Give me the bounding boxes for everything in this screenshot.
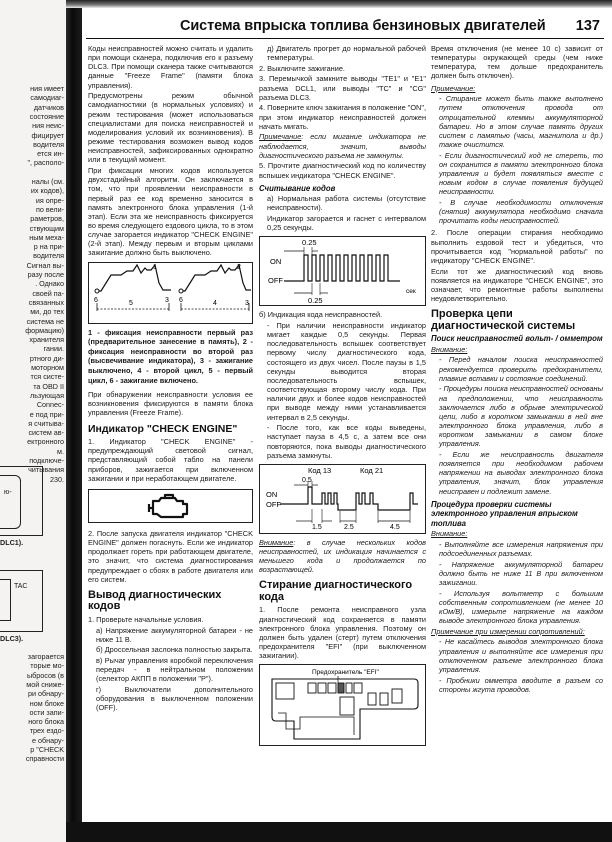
paragraph: Предусмотрены режим обычной самодиагностики (в нормальных условиях) и режим тестирования (может использоваться специалистами для поиска неисправностей и моделирования условий их возникновения). В режиме тестирования возможен вывод кодов неисправностей, зафиксированных однократно или в текущий момент. <box>88 91 253 165</box>
note-item: - Стирание может быть также выполнено путем отключения провода от отрицательной клеммы аккумуляторной батареи. Но в этом случае память других систем с памятью (часы, магнитола и др.) также очистится. <box>439 94 603 150</box>
previous-page-line: ектронного <box>27 437 64 447</box>
list-item: в) Рычаг управления коробкой переключения передач - в нейтральном положении (селектор АКПП в положении "P"). <box>96 655 253 684</box>
cycle-label-5: 5 <box>129 299 133 307</box>
cycle-label-6a: 6 <box>94 296 98 304</box>
paragraph: 2. После операции стирания необходимо выполнить ездовой тест и убедиться, что прочитывается код "нормальной работы" по индикатору "CHECK ENGINE". <box>431 228 603 265</box>
previous-page-line: загорается <box>27 652 64 661</box>
fuse-box-figure <box>259 664 426 746</box>
paragraph: Коды неисправностей можно считать и удалить при помощи сканера, подключив его к разъему DLC3. При помощи сканера также считываются данные "Freeze Frame" (памяти блока управления). <box>88 44 253 90</box>
previous-page-line: ном блоке <box>29 698 64 708</box>
column-3 <box>431 44 603 695</box>
previous-page-line: разу после <box>27 270 64 279</box>
subheading-reading-codes: Считывание кодов <box>259 183 336 193</box>
previous-page-line: связанных <box>28 297 64 307</box>
list-item: б) Индикация кода неисправностей. <box>259 310 383 320</box>
previous-page-line: моторном <box>31 363 64 372</box>
dlc1-label: ю- <box>4 489 12 496</box>
pulse-bottom-label: 0.25 <box>308 296 323 306</box>
previous-page-line: ыбросов (в <box>27 670 64 680</box>
previous-page-line: Сигнал вы- <box>26 260 64 270</box>
paragraph: 1. После ремонта неисправного узла диагностический код сохраняется в памяти электронного блока управления. Поэтому он должен быть удален (стерт) путем отключения предохранителя "EFI" (при выключенном зажигании). <box>259 605 426 661</box>
subheading-injection-procedure: Процедура проверки системы электронного управления впрыском топлива <box>431 499 578 528</box>
previous-page-line: справности <box>25 754 64 764</box>
note-text: : если мигание индикатора не наблюдается, значит, выводы диагностического разъема не замкнуты. <box>259 132 426 160</box>
book-spine <box>66 0 82 842</box>
attention-item: - Процедуры поиска неисправностей основаны на предположении, что неисправность заключается либо в обрыве электрической цепи, либо в коротком замыкании в ней вне электронного блока управления, либо в коротком замыкании в самом блоке управления. <box>439 384 603 449</box>
previous-page-fragment <box>0 0 66 842</box>
previous-page-line: . Однако <box>35 279 64 289</box>
note-label: Примечание: <box>431 83 476 93</box>
previous-page-line: ", располо- <box>27 158 64 168</box>
previous-page-line: их кодов), <box>30 186 64 196</box>
previous-page-line: тся систе- <box>30 372 64 382</box>
list-item: 3. Перемычкой замкните выводы "TE1" и "E1" разъема DCL1, или выводы "TC" и "CG" разъема DLC3. <box>259 74 426 102</box>
previous-page-line: ния неис- <box>32 121 64 131</box>
normal-blink-trace <box>284 255 400 281</box>
cycle-label-3a: 3 <box>165 296 169 304</box>
list-item: г) Выключатели дополнительного оборудования в выключенном положении (OFF). <box>96 684 253 713</box>
interval-45-label: 4.5 <box>390 523 400 531</box>
scan-bottom-shadow <box>66 822 612 842</box>
note-item: - Если диагностический код не стереть, то он сохранится в памяти электронного блока управления и будет появляться вместе с новым кодом в случае появления будущей неисправности. <box>439 150 603 197</box>
subheading-volt-ohmmeter: Поиск неисправностей вольт- / омметром <box>431 334 603 344</box>
note-label: Примечание при измерении сопротивлений: <box>431 626 585 636</box>
cycle-label-2: 2 <box>237 263 241 271</box>
list-item: б) Дроссельная заслонка полностью закрыта. <box>96 645 253 655</box>
paragraph: 1. Индикатор "CHECK ENGINE" - предупреждающий световой сигнал, представляющий собой табло на панели приборов, зажигается при включенном зажигании и при неработающем двигателе. <box>88 437 253 483</box>
previous-page-line: система не <box>26 316 64 326</box>
attention-item: - Напряжение аккумуляторной батареи должно быть не ниже 11 В при включенном зажигании. <box>439 559 603 587</box>
fault-code-waveform <box>260 465 425 533</box>
interval-15-label: 1.5 <box>312 523 322 531</box>
previous-page-line: я считыва- <box>28 418 64 428</box>
attention-label: Внимание <box>259 537 294 547</box>
note-item: - В случае необходимости отключения (снятия) аккумулятора необходимо сначала прочитать коды неисправностей. <box>439 198 603 226</box>
page-number: 137 <box>575 18 600 34</box>
note-item: - Пробники омметра вводите в разъем со стороны жгута проводов. <box>439 675 603 694</box>
interval-25-label: 2.5 <box>344 523 354 531</box>
attention-label: Внимание: <box>431 344 468 354</box>
section-heading-output-codes: Вывод диагностических кодов <box>88 588 222 613</box>
attention-text: : в случае нескольких кодов неисправностей, их индикация начинается с меньшего кода и продолжается по возрастающей. <box>259 537 426 575</box>
note-label: Примечание <box>259 132 302 142</box>
code-13-label: Код 13 <box>308 465 332 475</box>
scan-top-shadow <box>66 0 612 8</box>
previous-page-line: датчиков <box>33 102 64 112</box>
attention-item: - Если же неисправность двигателя появляется при необходимом рабочем напряжении на выводах электронного блока управления, значит, блок управления неисправен и подлежит замене. <box>439 449 603 496</box>
previous-page-line: льзующая <box>30 390 64 400</box>
previous-page-line: торые мо- <box>30 661 64 671</box>
previous-page-line: своей па- <box>32 288 64 298</box>
page-title: Система впрыска топлива бензиновых двигателей <box>180 18 546 34</box>
off-label: OFF <box>266 499 281 509</box>
dlc1-caption: DLC1). <box>0 538 24 547</box>
previous-page-line: ствующим <box>29 223 64 233</box>
attention-item: - Выполняйте все измерения напряжения при подсоединенных разъемах. <box>439 539 603 559</box>
fault-code-trace <box>280 487 418 510</box>
paragraph: При фиксации многих кодов используется двухстадийный алгоритм. Он заключается в том, что при проявлении неисправности в первый раз ее код временно заносится в память электронного блока управления (1-й этап). Если эта же неисправность фиксируется во время следующего ездового цикла, то в этом случае загорается индикатор "CHECK ENGINE" (2-й этап). Между первым и вторым циклами зажигание должно быть выключено. <box>88 166 253 258</box>
normal-blink-figure <box>259 236 426 306</box>
cycle-diagram <box>89 263 252 323</box>
code-21-label: Код 21 <box>360 465 384 475</box>
seconds-label: сек <box>406 288 416 296</box>
attention-note <box>259 538 426 575</box>
previous-page-line: Connec- <box>36 400 64 410</box>
previous-page-line: гании. <box>43 344 64 354</box>
column-2 <box>259 44 426 750</box>
previous-page-line: е под при- <box>29 409 64 419</box>
previous-page-line: ртного ди- <box>29 353 64 363</box>
list-item: д) Двигатель прогрет до нормальной рабочей температуры. <box>267 44 426 63</box>
previous-page-line: раметров, <box>30 214 64 224</box>
page-header <box>86 16 604 39</box>
pulse-top-label: 0.25 <box>302 238 317 248</box>
previous-page-line: ния имеет <box>30 84 64 93</box>
previous-page-line: ется ин- <box>37 149 64 159</box>
check-engine-icon-figure <box>88 489 253 523</box>
previous-page-line: мой сниже- <box>26 679 64 689</box>
previous-page-line: е обнару- <box>32 735 64 745</box>
previous-page-line: состояние <box>29 111 64 121</box>
previous-page-line: читывания <box>28 465 64 475</box>
off-label: OFF <box>268 276 283 286</box>
two-stage-cycle-figure <box>88 262 253 324</box>
previous-page-line: подключе- <box>29 456 64 465</box>
previous-page-line: ости запи- <box>29 707 64 717</box>
paragraph: Если тот же диагностический код вновь появляется на индикаторе "CHECK ENGINE", это означает, что ремонтные работы выполнены неудовлетворительно. <box>431 266 603 304</box>
cycle-label-3b: 3 <box>245 299 249 307</box>
attention-label: Внимание: <box>431 529 468 539</box>
previous-page-line: ми, до тех <box>30 307 64 317</box>
figure-caption: 1 - фиксация неисправности первый раз (предварительное занесение в память), 2 - фиксация неисправности во второй раз (высвечивание индикатора), 3 - зажигание выключено, 4 - второй цикл, 5 - первый цикл, 6 - зажигание включено. <box>88 327 253 385</box>
efi-fuse-label: Предохранитель "EFI" <box>312 669 379 677</box>
note-item: - Не касайтесь выводов электронного блока управления и выполняйте все измерения при отключенном разъеме электронного блока управления. <box>439 637 603 674</box>
previous-page-line: ия опре- <box>35 195 64 205</box>
previous-page-line: самодиаг- <box>30 93 64 103</box>
previous-page-line: 230. <box>50 474 64 484</box>
section-heading-check-engine: Индикатор "CHECK ENGINE" <box>88 422 238 435</box>
previous-page-line: водителя <box>33 251 64 261</box>
previous-page-line: ного блока <box>28 717 64 727</box>
attention-item: - Перед началом поиска неисправностей рекомендуется проверить предохранители, плавкие вставки и состояние соединений. <box>439 355 603 383</box>
interval-05-label: 0.5 <box>302 476 312 484</box>
previous-page-line: та OBD II <box>33 381 64 391</box>
dlc3-caption: DLC3). <box>0 634 24 643</box>
fault-code-blink-figure <box>259 464 426 534</box>
section-heading-check-circuit: Проверка цепи диагностической системы <box>431 308 576 332</box>
dlc1-figure-fragment <box>0 466 43 536</box>
cycle-label-6b: 6 <box>179 296 183 304</box>
list-item: 2. Выключите зажигание. <box>259 63 345 73</box>
previous-page-line: ри обнару- <box>28 689 64 699</box>
previous-page-line: трех ездо- <box>29 726 64 736</box>
previous-page-line: м. <box>57 446 64 456</box>
previous-page-line: по вели- <box>36 204 64 214</box>
cycle-label-1: 1 <box>153 263 157 271</box>
list-item: 1. Проверьте начальные условия. <box>88 614 204 624</box>
previous-page-line: р "CHECK <box>30 745 64 754</box>
on-label: ON <box>266 489 278 499</box>
note <box>259 132 426 159</box>
paragraph: Время отключения (не менее 10 с) зависит от температуры окружающей среды (чем ниже температура, тем дольше предохранитель должен быть отключен). <box>431 44 603 81</box>
paragraph: - При наличии неисправности индикатор мигает каждые 0,5 секунды. Первая последовательность вспышек соответствует первому числу диагностического кода, состоящего из двух чисел. После паузы в 1,5 секунды выводится вторая последовательность вспышек, соответствующая второму числу кода. При наличии двух и более кодов неисправностей при выводе между ними устанавливается интервал в 2,5 секунды. <box>267 320 426 422</box>
on-label: ON <box>270 257 282 267</box>
paragraph: При обнаружении неисправности условия ее возникновения фиксируются в памяти блока управления (Freeze Frame). <box>88 390 253 418</box>
previous-page-line: систем ав- <box>28 428 64 438</box>
previous-page-line: хранителя <box>29 335 64 345</box>
list-item: 4. Поверните ключ зажигания в положение "ON", при этом индикатор неисправностей должен начать мигать. <box>259 103 426 131</box>
list-item: 5. Прочтите диагностический код по количеству вспышек индикатора "CHECK ENGINE". <box>259 161 426 180</box>
previous-page-line: р на при- <box>33 242 64 252</box>
paragraph: Индикатор загорается и гаснет с интервалом 0,25 секунды. <box>267 214 426 233</box>
engine-icon <box>89 490 252 522</box>
normal-blink-waveform <box>260 237 425 305</box>
list-item: а) Нормальная работа системы (отсутствие неисправности). <box>267 194 426 213</box>
fuse-box-diagram <box>260 665 425 745</box>
previous-page-line: водителя <box>33 139 64 149</box>
previous-page-line: фицирует <box>31 130 64 140</box>
column-1 <box>88 44 253 714</box>
attention-item: - Используя вольтметр с большим собственным сопротивлением (не менее 10 кОм/В), измерьте напряжение на каждом выводе электронного блока управления. <box>439 588 603 626</box>
dlc3-figure-fragment <box>0 570 43 632</box>
tac-label: TAC <box>14 583 28 590</box>
previous-page-line: ным меха- <box>29 232 64 242</box>
cycle-label-4: 4 <box>213 299 217 307</box>
paragraph: 2. После запуска двигателя индикатор "CHECK ENGINE" должен погаснуть. Если же индикатор продолжает гореть при работающем двигателе, это значит, что система диагностирования предупреждает о сбоях в работе двигателя или его систем. <box>88 528 253 584</box>
paragraph: - После того, как все коды выведены, наступает пауза в 4,5 с, а затем все они повторяются, пока выводы диагностического разъема замкнуты. <box>267 423 426 460</box>
previous-page-line: формацию) <box>25 325 64 335</box>
previous-page-line: налы (см. <box>31 177 64 186</box>
list-item: а) Напряжение аккумуляторной батареи - не ниже 11 В. <box>96 625 253 644</box>
section-heading-erase-code: Стирание диагностического кода <box>259 579 413 603</box>
